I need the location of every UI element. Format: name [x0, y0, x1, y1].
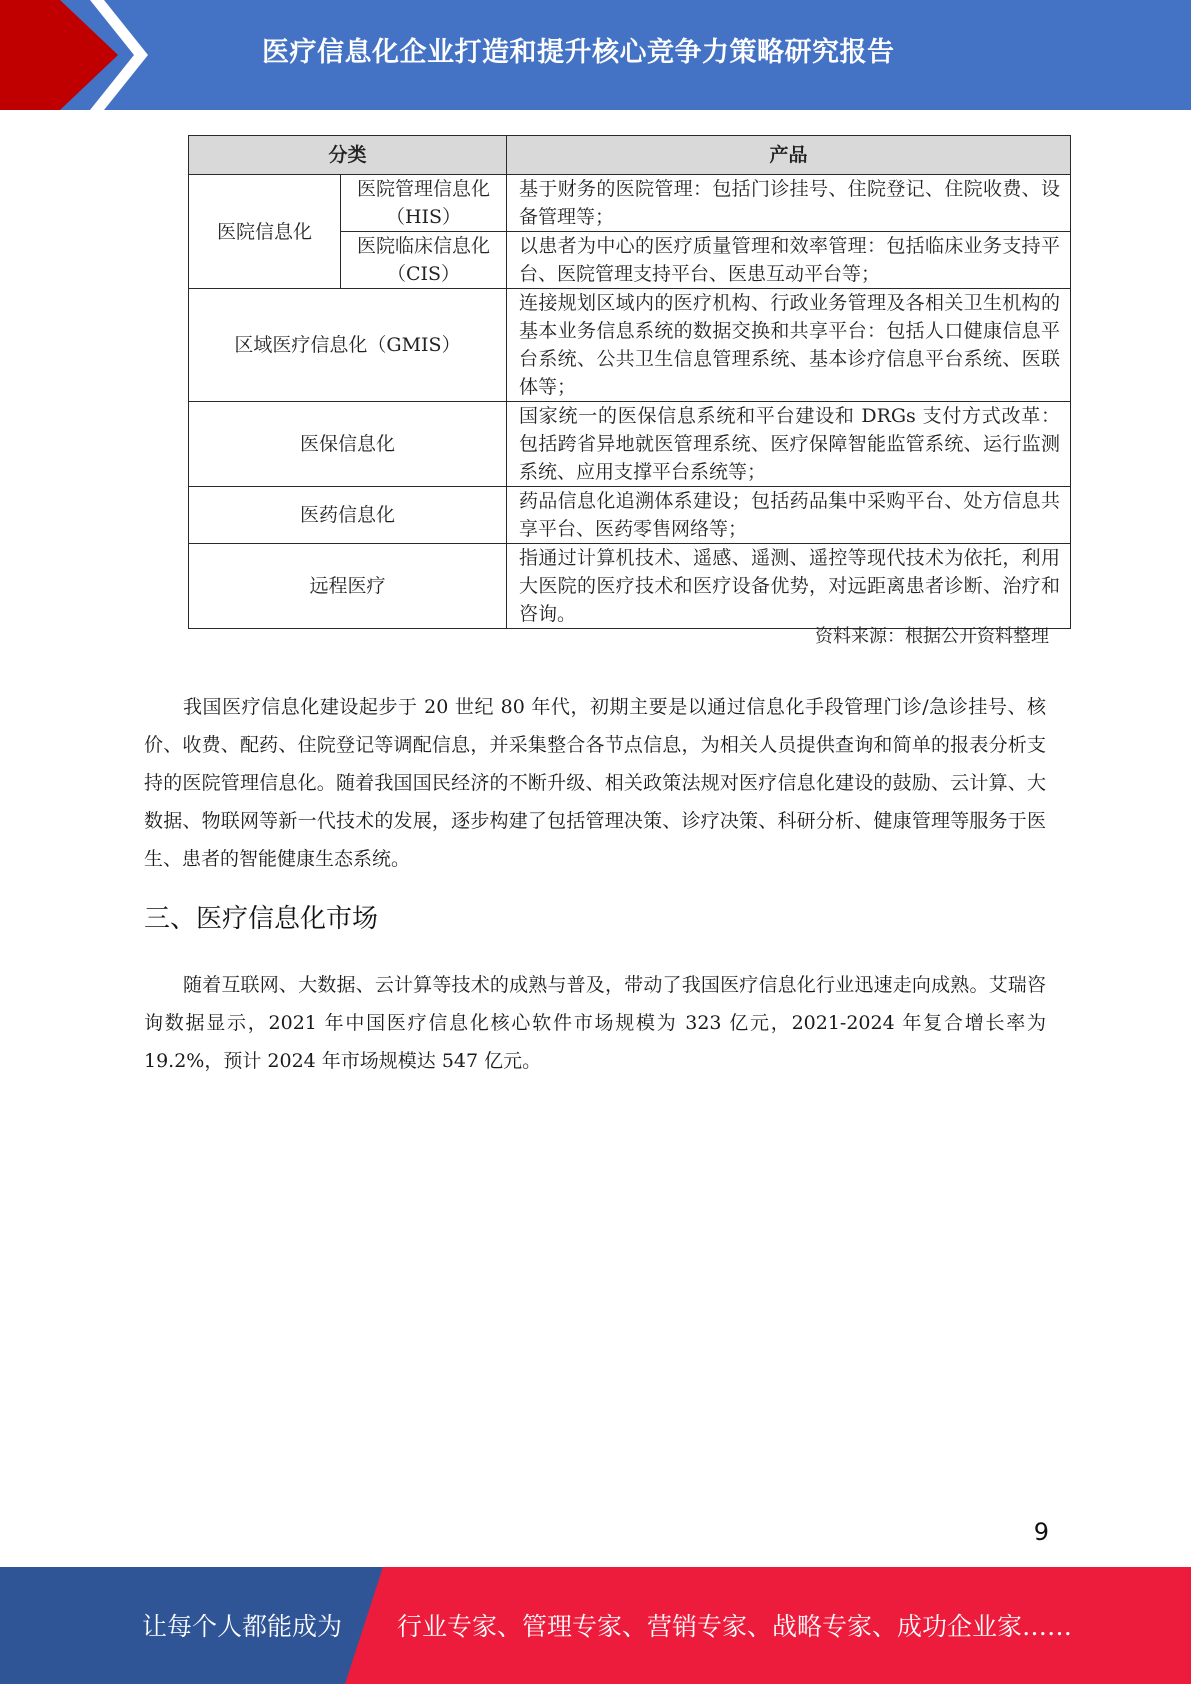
table-row	[189, 289, 1071, 402]
table-cell-category: 区域医疗信息化（GMIS）	[189, 289, 507, 402]
footer-slogan-left: 让每个人都能成为	[142, 1612, 343, 1641]
table-source-note: 资料来源：根据公开资料整理	[815, 626, 1049, 647]
table-cell-category: 医院信息化	[189, 175, 341, 289]
footer-slogan-right: 行业专家、管理专家、营销专家、战略专家、成功企业家……	[397, 1612, 1073, 1641]
table-cell-subcategory: 医院临床信息化（CIS）	[341, 232, 507, 289]
table-cell-description: 药品信息化追溯体系建设；包括药品集中采购平台、处方信息共享平台、医药零售网络等；	[507, 487, 1071, 544]
table-row	[189, 487, 1071, 544]
classification-table	[188, 135, 1071, 629]
table-row	[189, 544, 1071, 629]
body-paragraph: 我国医疗信息化建设起步于 20 世纪 80 年代，初期主要是以通过信息化手段管理门诊/急诊挂号、核价、收费、配药、住院登记等调配信息，并采集整合各节点信息，为相关人员提供查询和简单的报表分析支持的医院管理信息化。随着我国国民经济的不断升级、相关政策法规对医疗信息化建设的鼓励、云计算、大数据、物联网等新一代技术的发展，逐步构建了包括管理决策、诊疗决策、科研分析、健康管理等服务于医生、患者的智能健康生态系统。	[144, 696, 1046, 870]
table-cell-description: 国家统一的医保信息系统和平台建设和 DRGs 支付方式改革：包括跨省异地就医管理系统、医疗保障智能监管系统、运行监测系统、应用支撑平台系统等；	[507, 402, 1071, 487]
table-cell-description: 指通过计算机技术、遥感、遥测、遥控等现代技术为依托，利用大医院的医疗技术和医疗设备优势，对远距离患者诊断、治疗和咨询。	[507, 544, 1071, 629]
table-cell-category: 医药信息化	[189, 487, 507, 544]
table-cell-category: 远程医疗	[189, 544, 507, 629]
table-cell-description: 以患者为中心的医疗质量管理和效率管理：包括临床业务支持平台、医院管理支持平台、医患互动平台等；	[507, 232, 1071, 289]
body-paragraph: 随着互联网、大数据、云计算等技术的成熟与普及，带动了我国医疗信息化行业迅速走向成熟。艾瑞咨询数据显示，2021 年中国医疗信息化核心软件市场规模为 323 亿元，2021-2024 年复合增长率为 19.2%，预计 2024 年市场规模达 547 亿元。	[144, 974, 1046, 1072]
column-header-product: 产品	[507, 136, 1071, 175]
column-header-category: 分类	[189, 136, 507, 175]
page-number: 9	[1033, 1518, 1049, 1546]
section-heading: 三、医疗信息化市场	[144, 904, 379, 934]
report-title: 医疗信息化企业打造和提升核心竞争力策略研究报告	[262, 37, 895, 68]
page-header	[0, 0, 1191, 110]
table-header-row	[189, 136, 1071, 175]
table-cell-description: 连接规划区域内的医疗机构、行政业务管理及各相关卫生机构的基本业务信息系统的数据交换和共享平台：包括人口健康信息平台系统、公共卫生信息管理系统、基本诊疗信息平台系统、医联体等；	[507, 289, 1071, 402]
header-arrow-decoration	[0, 0, 200, 110]
table-row	[189, 175, 1071, 232]
table-row	[189, 402, 1071, 487]
table-cell-category: 医保信息化	[189, 402, 507, 487]
table-cell-description: 基于财务的医院管理：包括门诊挂号、住院登记、住院收费、设备管理等；	[507, 175, 1071, 232]
page-footer	[0, 1567, 1191, 1684]
table-cell-subcategory: 医院管理信息化（HIS）	[341, 175, 507, 232]
